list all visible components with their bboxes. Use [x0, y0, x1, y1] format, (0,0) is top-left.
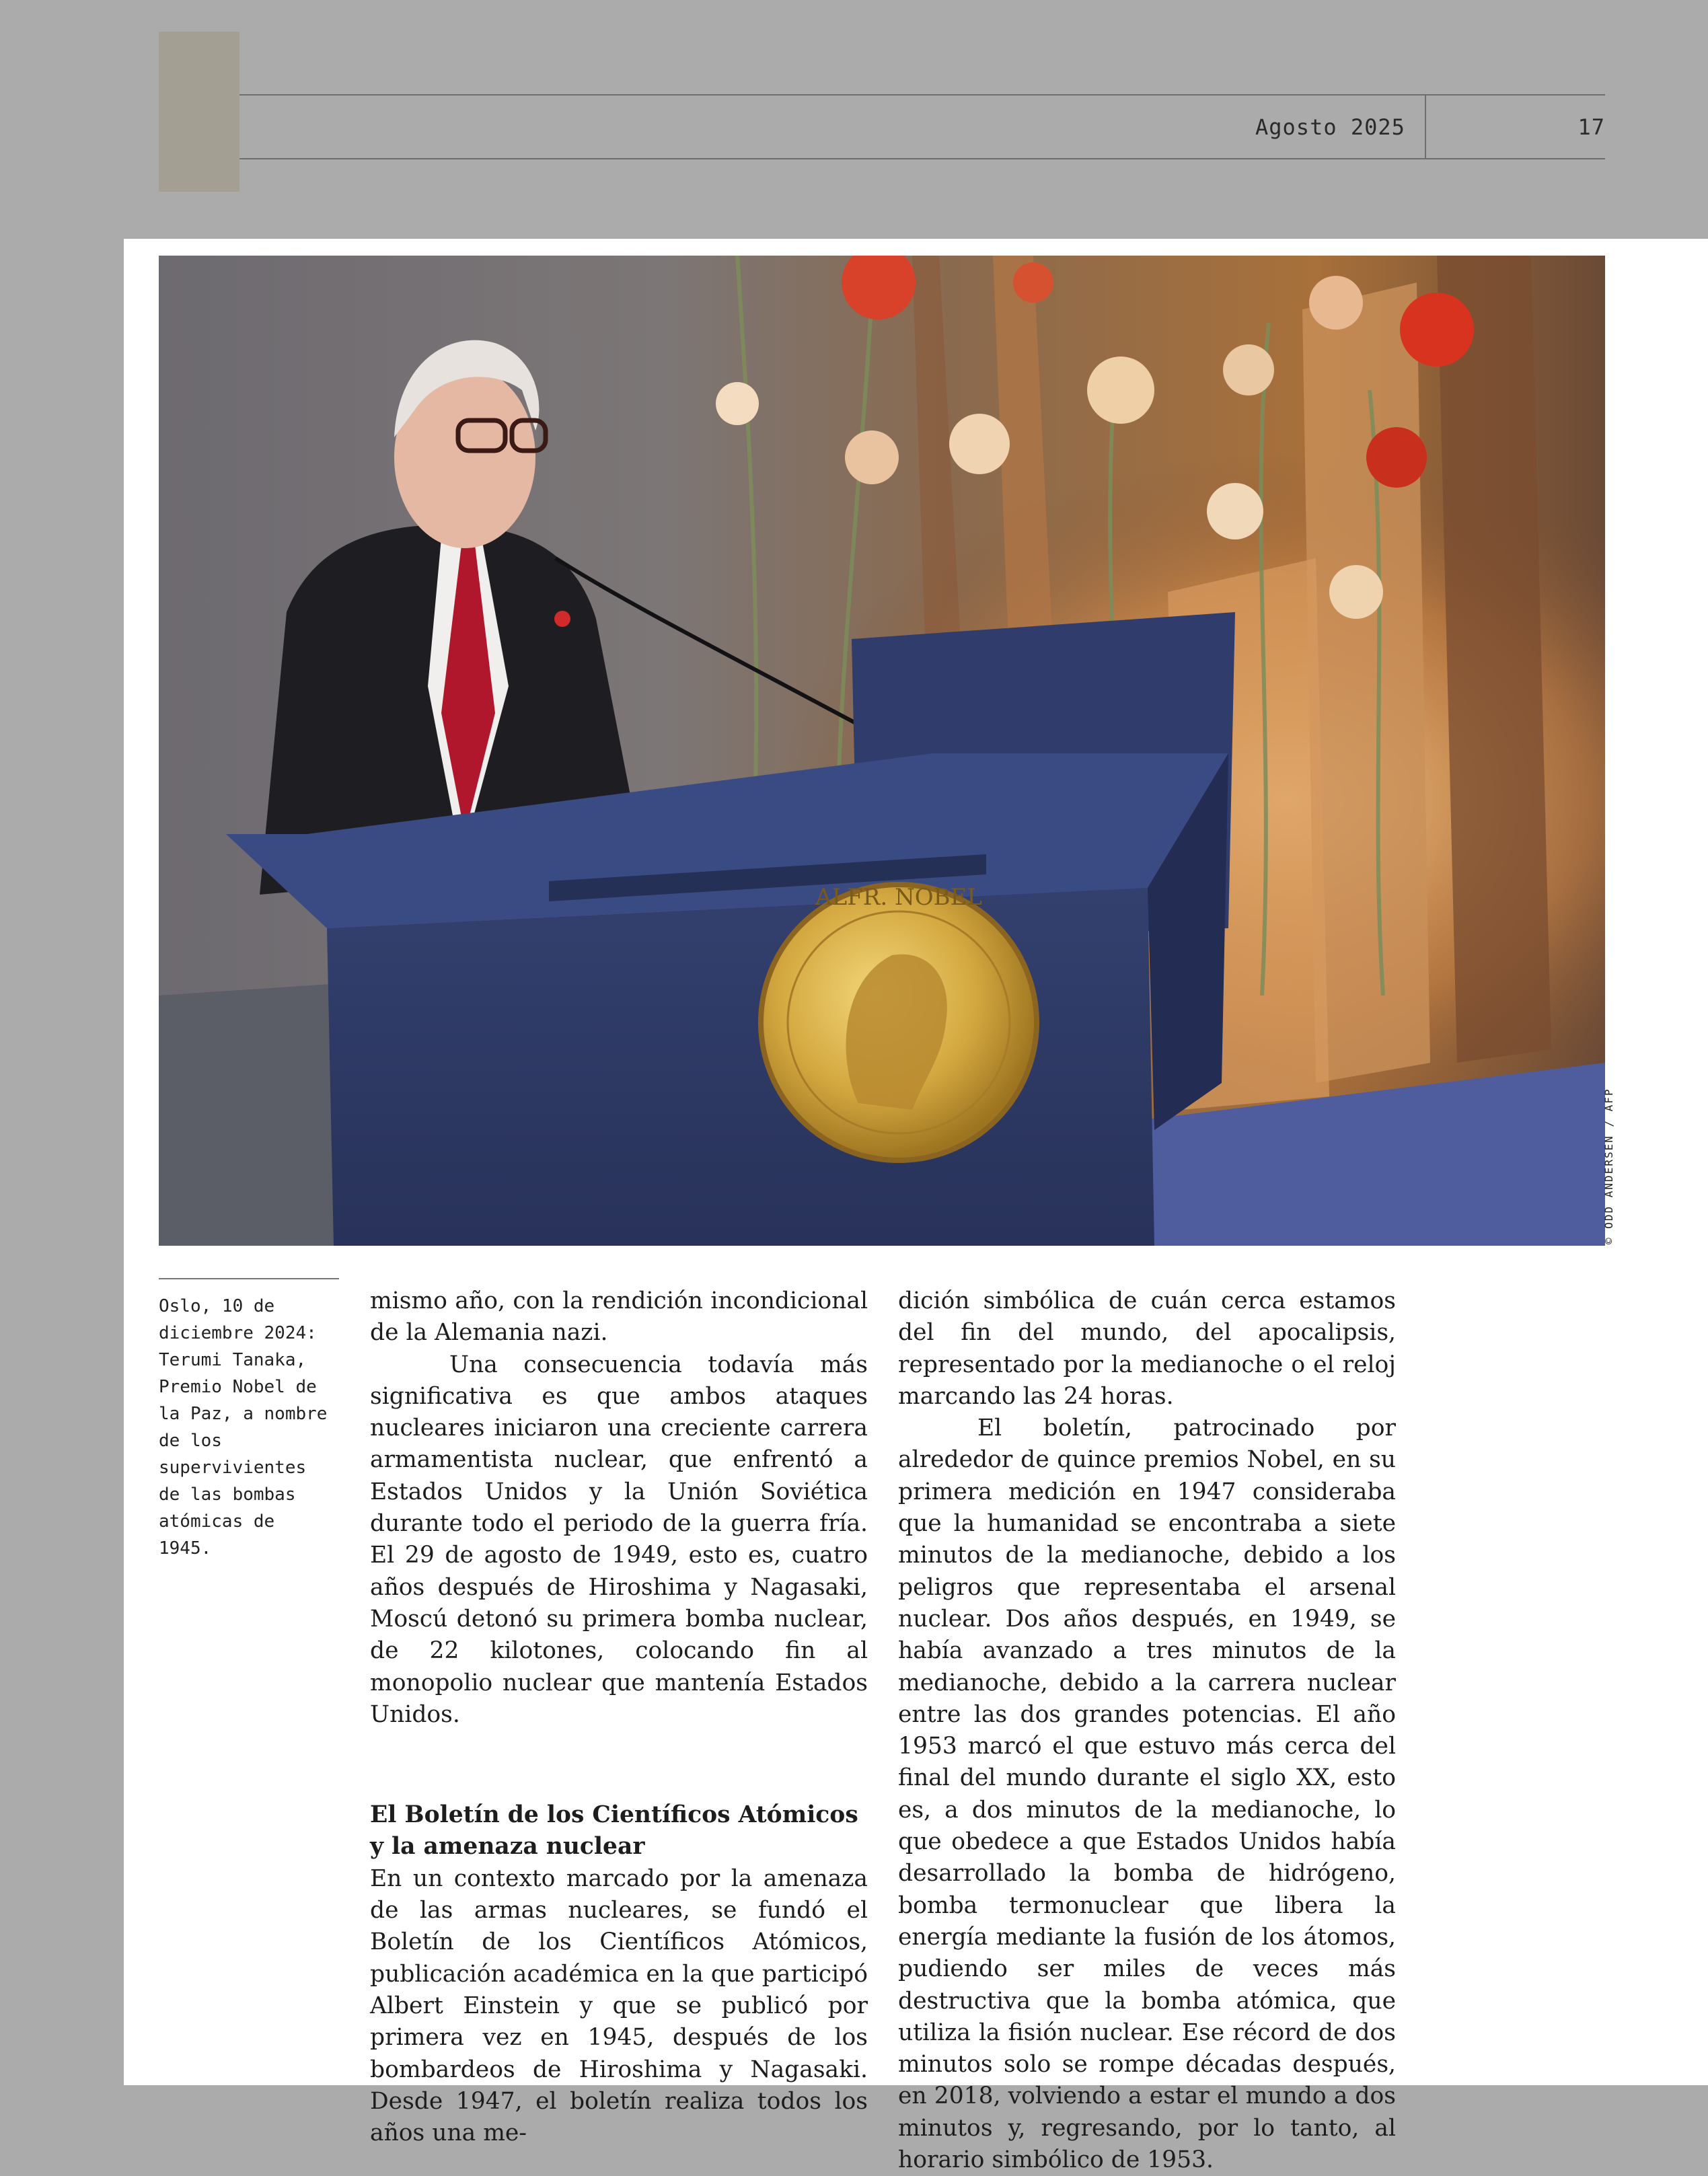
medal-inscription: ALFR. NOBEL — [815, 884, 982, 911]
photo-speaker-at-podium-icon — [159, 256, 1605, 1246]
paragraph: Una consecuencia todavía más significativa es que ambos ataques nucleares iniciaron una creciente carrera armamentista nuclear, que enfrentó a Estados Unidos y la Unión Soviética durante todo el periodo de la guerra fría. El 29 de agosto de 1949, esto es, cuatro años después de Hiroshima y Nagasaki, Moscú detonó su primera bomba nuclear, de 22 kilotones, colocando fin al monopolio nuclear que mantenía Estados Unidos. — [370, 1351, 868, 1728]
paragraph: El boletín, patrocinado por alrededor de quince premios Nobel, en su primera medición en 1947 consideraba que la humanidad se encontraba a siete minutos de la medianoche, debido a los peligros que representaba el arsenal nuclear. Dos años después, en 1949, se había avanzado a tres minutos de la medianoche, debido a la carrera nuclear entre las dos grandes potencias. El año 1953 marcó el que estuvo más cerca del final del mundo durante el siglo XX, esto es, a dos minutos de la medianoche, lo que obedece a que Estados Unidos había desarrollado la bomba de hidrógeno, bomba termonuclear que libera la energía mediante la fusión de los átomos, pudiendo ser miles de veces más destructiva que la bomba atómica, que utiliza la fisión nuclear. Ese récord de dos minutos solo se rompe décadas después, en 2018, volviendo a estar el mundo a dos minutos y, regresando, por lo tanto, al horario simbólico de 1953. — [898, 1415, 1396, 2174]
paragraph: dición simbólica de cuán cerca estamos del fin del mundo, del apocalipsis, representado por la medianoche o el reloj marcando las 24 horas. — [898, 1287, 1396, 1410]
caption-rule — [159, 1278, 339, 1279]
article-column-1 — [370, 1285, 868, 2149]
header-top-rule — [239, 94, 1605, 96]
section-subheading: El Boletín de los Científicos Atómicos y la amenaza nuclear — [370, 1801, 858, 1861]
photo-caption: Oslo, 10 de diciembre 2024: Terumi Tanaka, Premio Nobel de la Paz, a nombre de los supervivientes de las bombas atómicas de 1945. — [159, 1296, 328, 1559]
photo-speaker-at-podium — [159, 256, 1605, 1246]
page-number: 17 — [1577, 114, 1605, 140]
header-separator — [1425, 94, 1426, 159]
header-bottom-rule — [239, 158, 1605, 159]
page-sheet — [124, 239, 1708, 2174]
paragraph: mismo año, con la rendición incondicional de la Alemania nazi. — [370, 1287, 868, 1347]
article-column-2 — [898, 1285, 1396, 2176]
header-tab-block — [159, 32, 239, 192]
photo-credit: © ODD ANDERSEN / AFP — [1602, 1088, 1615, 1244]
paragraph: En un contexto marcado por la amenaza de las armas nucleares, se fundó el Boletín de los Científicos Atómicos, publicación académica en la que participó Albert Einstein y que se publicó por primera vez en 1945, después de los bombardeos de Hiroshima y Nagasaki. Desde 1947, el boletín realiza todos los años una me- — [370, 1865, 868, 2147]
header-date: Agosto 2025 — [1255, 114, 1405, 140]
